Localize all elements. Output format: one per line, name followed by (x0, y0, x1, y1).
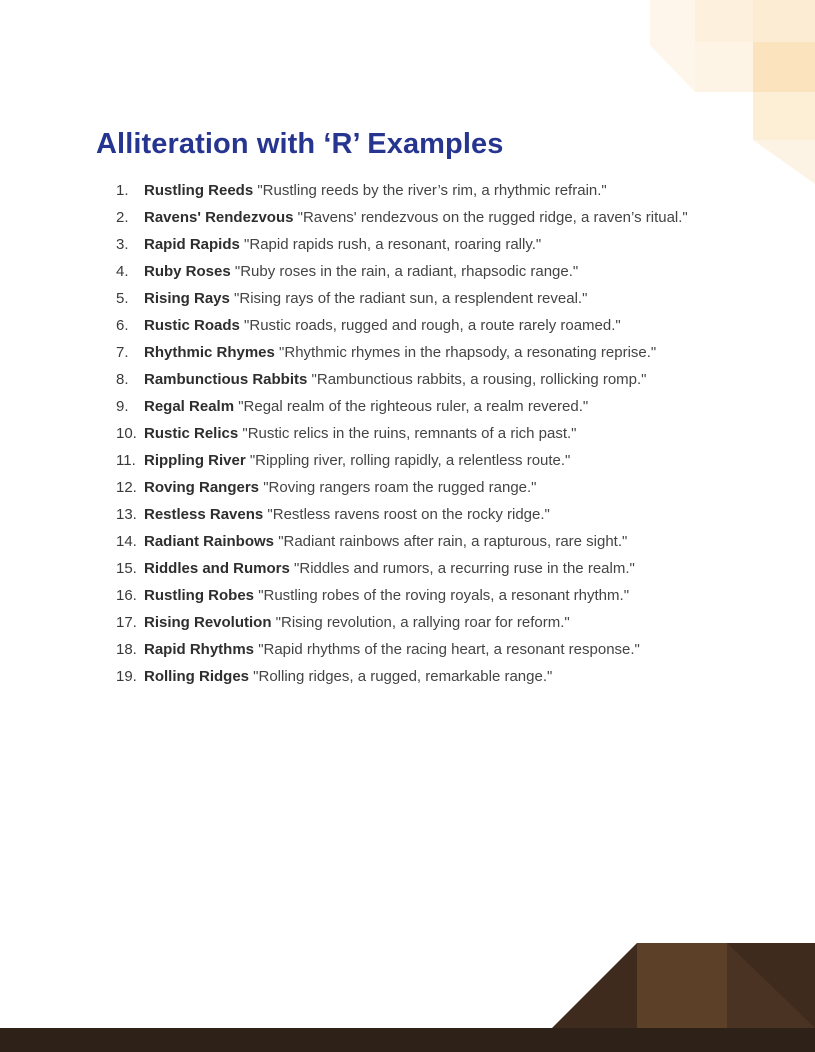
corner-decoration-top (635, 0, 815, 190)
item-term: Rising Rays (144, 290, 230, 307)
list-item (116, 636, 729, 663)
list-item (116, 555, 729, 582)
item-number: 11. (116, 452, 136, 469)
item-example: "Restless ravens roost on the rocky ridge." (267, 506, 550, 523)
deco-shape (637, 943, 727, 1028)
deco-tile (695, 0, 753, 42)
item-number: 7. (116, 344, 129, 361)
item-number: 15. (116, 560, 137, 577)
item-number: 12. (116, 479, 137, 496)
item-number: 1. (116, 182, 129, 199)
item-example: "Ravens' rendezvous on the rugged ridge, a raven’s ritual." (297, 209, 688, 226)
list-item (116, 420, 729, 447)
footer-decoration (0, 940, 815, 1052)
item-example: "Rustic roads, rugged and rough, a route rarely roamed." (244, 317, 621, 334)
item-example: "Rustling reeds by the river’s rim, a rhythmic refrain." (257, 182, 607, 199)
item-example: "Rapid rapids rush, a resonant, roaring rally." (244, 236, 542, 253)
item-example: "Radiant rainbows after rain, a rapturous, rare sight." (278, 533, 628, 550)
item-number: 6. (116, 317, 129, 334)
list-item (116, 366, 729, 393)
item-term: Rambunctious Rabbits (144, 371, 308, 388)
item-example: "Rustic relics in the ruins, remnants of a rich past." (242, 425, 577, 442)
item-term: Rising Revolution (144, 614, 272, 631)
deco-tile (753, 92, 815, 140)
list-item (116, 663, 729, 690)
item-number: 19. (116, 668, 137, 685)
item-term: Rustling Reeds (144, 182, 254, 199)
list-item (116, 528, 729, 555)
item-example: "Rambunctious rabbits, a rousing, rollicking romp." (311, 371, 647, 388)
item-term: Rapid Rhythms (144, 641, 255, 658)
examples-list (116, 177, 729, 690)
item-term: Rustic Relics (144, 425, 239, 442)
item-term: Radiant Rainbows (144, 533, 275, 550)
item-number: 4. (116, 263, 129, 280)
item-number: 14. (116, 533, 137, 550)
list-item (116, 312, 729, 339)
list-item (116, 609, 729, 636)
item-example: "Roving rangers roam the rugged range." (263, 479, 537, 496)
list-item (116, 447, 729, 474)
item-number: 13. (116, 506, 137, 523)
list-item (116, 474, 729, 501)
item-term: Rustic Roads (144, 317, 240, 334)
list-item (116, 231, 729, 258)
item-term: Rustling Robes (144, 587, 255, 604)
item-example: "Regal realm of the righteous ruler, a realm revered." (238, 398, 589, 415)
item-number: 3. (116, 236, 129, 253)
item-term: Ravens' Rendezvous (144, 209, 294, 226)
item-term: Riddles and Rumors (144, 560, 290, 577)
item-example: "Rippling river, rolling rapidly, a relentless route." (249, 452, 571, 469)
list-item (116, 204, 729, 231)
list-item (116, 501, 729, 528)
item-example: "Ruby roses in the rain, a radiant, rhapsodic range." (234, 263, 579, 280)
item-example: "Rustling robes of the roving royals, a resonant rhythm." (258, 587, 630, 604)
item-number: 18. (116, 641, 137, 658)
item-example: "Rising revolution, a rallying roar for reform." (275, 614, 570, 631)
item-number: 10. (116, 425, 137, 442)
item-number: 9. (116, 398, 129, 415)
deco-tile (753, 42, 815, 92)
list-item (116, 339, 729, 366)
item-number: 2. (116, 209, 129, 226)
page-title: Alliteration with ‘R’ Examples (96, 128, 504, 160)
footer-band (0, 1028, 815, 1052)
item-term: Rhythmic Rhymes (144, 344, 275, 361)
list-item (116, 258, 729, 285)
item-term: Regal Realm (144, 398, 235, 415)
deco-tile (753, 0, 815, 42)
item-term: Roving Rangers (144, 479, 260, 496)
list-item (116, 393, 729, 420)
item-number: 5. (116, 290, 129, 307)
item-term: Rolling Ridges (144, 668, 249, 685)
item-number: 16. (116, 587, 137, 604)
list-item (116, 177, 729, 204)
item-term: Rapid Rapids (144, 236, 240, 253)
item-example: "Rolling ridges, a rugged, remarkable range." (253, 668, 553, 685)
deco-tile (695, 42, 753, 92)
item-example: "Rising rays of the radiant sun, a resplendent reveal." (234, 290, 588, 307)
item-number: 8. (116, 371, 129, 388)
item-example: "Rhythmic rhymes in the rhapsody, a resonating reprise." (279, 344, 657, 361)
item-number: 17. (116, 614, 137, 631)
deco-tile (753, 140, 815, 184)
list-item (116, 582, 729, 609)
list-item (116, 285, 729, 312)
deco-tile (650, 0, 695, 92)
item-term: Rippling River (144, 452, 246, 469)
item-example: "Rapid rhythms of the racing heart, a resonant response." (258, 641, 640, 658)
item-example: "Riddles and rumors, a recurring ruse in the realm." (294, 560, 635, 577)
item-term: Restless Ravens (144, 506, 264, 523)
item-term: Ruby Roses (144, 263, 231, 280)
